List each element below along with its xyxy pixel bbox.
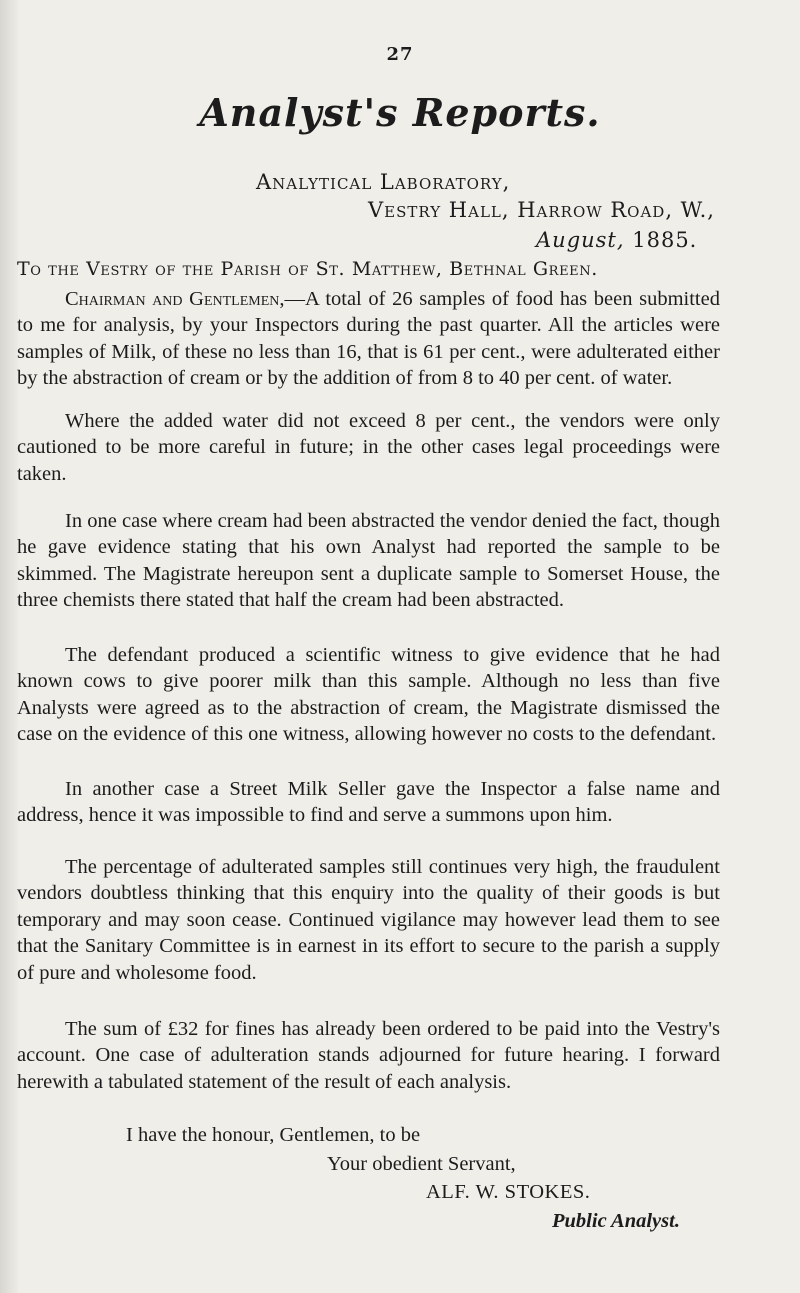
page-title: Analyst's Reports.	[199, 90, 601, 135]
paragraph-5: In another case a Street Milk Seller gave the Inspector a false name and address, hence it was impossible to find and serve a summons upon him.	[17, 778, 720, 827]
paragraph-1: Chairman and Gentlemen,—A total of 26 samples of food has been submitted to me for analysis, by your Inspectors during the past quarter. All the articles were samples of Milk, of these no less than 16, that is 61 per cent., were adulterated either by the abstraction of cream or by the addition of from 8 to 40 per cent. of water.	[17, 288, 720, 390]
closing-line-1: I have the honour, Gentlemen, to be	[126, 1124, 421, 1146]
paragraph-3: In one case where cream had been abstracted the vendor denied the fact, though he gave evidence stating that his own Analyst had reported the sample to be skimmed. The Magistrate hereupon sent a duplicate sample to Somerset House, the three chemists there stated that half the cream had been abstracted.	[17, 510, 720, 612]
address-line-1: Analytical Laboratory,	[256, 170, 511, 194]
date-year: 1885.	[624, 228, 698, 252]
salutation: Chairman and Gentlemen,	[65, 288, 285, 310]
signatory-title: Public Analyst.	[552, 1210, 680, 1232]
letter-date	[536, 228, 697, 252]
signature: ALF. W. STOKES.	[426, 1181, 591, 1203]
page-number: 27	[386, 44, 414, 65]
paragraph-2: Where the added water did not exceed 8 per cent., the vendors were only cautioned to be more careful in future; in the other cases legal proceedings were taken.	[17, 410, 720, 485]
paragraph-4: The defendant produced a scientific witness to give evidence that he had known cows to give poorer milk than this sample. Although no less than five Analysts were agreed as to the abstraction of cream, the Magistrate dismissed the case on the evidence of this one witness, allowing however no costs to the defendant.	[17, 644, 720, 746]
closing-line-2: Your obedient Servant,	[327, 1153, 516, 1175]
date-month: August,	[536, 228, 625, 252]
paragraph-7: The sum of £32 for fines has already been ordered to be paid into the Vestry's account. One case of adulteration stands adjourned for future hearing. I forward herewith a tabulated statement of the result of each analysis.	[17, 1018, 720, 1093]
page-binding-edge	[0, 0, 18, 1293]
recipient-line: To the Vestry of the Parish of St. Matthew, Bethnal Green.	[17, 258, 598, 280]
address-line-2: Vestry Hall, Harrow Road, W.,	[368, 198, 715, 222]
paragraph-6: The percentage of adulterated samples still continues very high, the fraudulent vendors doubtless thinking that this enquiry into the quality of their goods is but temporary and may soon cease. Continued vigilance may however lead them to see that the Sanitary Committee is in earnest in its effort to secure to the parish a supply of pure and wholesome food.	[17, 856, 720, 984]
